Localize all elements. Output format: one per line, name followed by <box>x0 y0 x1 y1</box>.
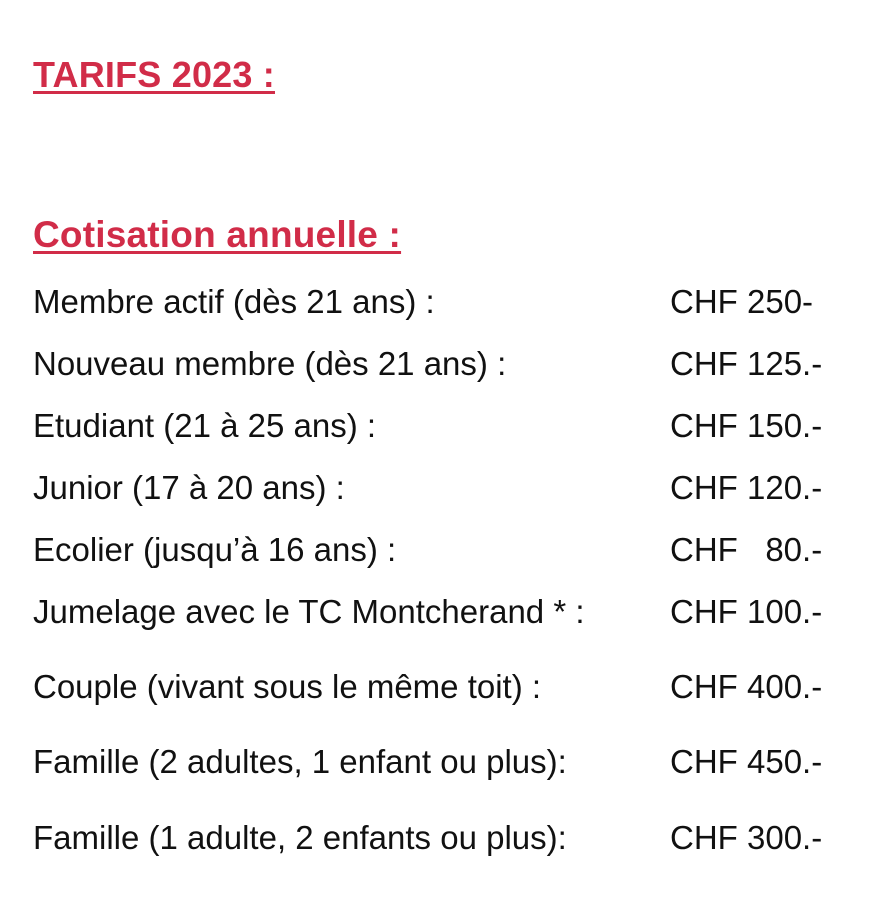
rate-label: Membre actif (dès 21 ans) : <box>33 283 435 320</box>
rate-price: CHF 300.- <box>670 819 823 856</box>
rate-label: Famille (2 adultes, 1 enfant ou plus): <box>33 743 567 780</box>
rate-price: CHF 250- <box>670 283 814 320</box>
rate-label: Junior (17 à 20 ans) : <box>33 469 345 506</box>
page-title: TARIFS 2023 : <box>33 54 275 95</box>
rate-row-famille-2-adultes <box>33 739 853 785</box>
rate-label: Nouveau membre (dès 21 ans) : <box>33 345 507 382</box>
rate-price: CHF 125.- <box>670 345 823 382</box>
rate-row-ecolier <box>33 527 853 573</box>
rate-price: CHF 80.- <box>670 531 823 568</box>
rate-row-nouveau-membre <box>33 341 853 387</box>
rate-price: CHF 400.- <box>670 668 823 705</box>
rate-row-famille-1-adulte <box>33 815 853 861</box>
rate-price: CHF 100.- <box>670 593 823 630</box>
section-title: Cotisation annuelle : <box>33 214 402 255</box>
rate-label: Ecolier (jusqu’à 16 ans) : <box>33 531 397 568</box>
rate-row-membre-actif <box>33 279 853 325</box>
rate-label: Etudiant (21 à 25 ans) : <box>33 407 377 444</box>
rate-label: Jumelage avec le TC Montcherand * : <box>33 593 585 630</box>
rate-label: Famille (1 adulte, 2 enfants ou plus): <box>33 819 567 856</box>
rate-label: Couple (vivant sous le même toit) : <box>33 668 542 705</box>
rate-price: CHF 120.- <box>670 469 823 506</box>
rate-price: CHF 450.- <box>670 743 823 780</box>
rate-row-couple <box>33 664 853 710</box>
rate-row-jumelage <box>33 589 853 635</box>
rate-row-junior <box>33 465 853 511</box>
rate-price: CHF 150.- <box>670 407 823 444</box>
rate-row-etudiant <box>33 403 853 449</box>
